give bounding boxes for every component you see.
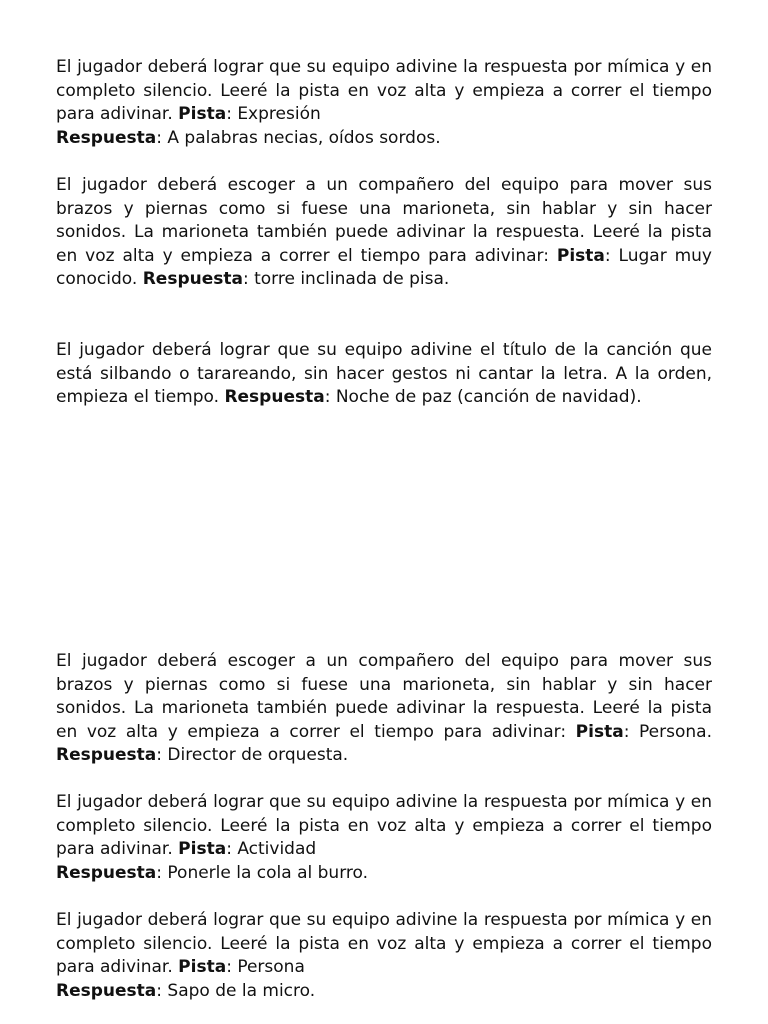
respuesta-label: Respuesta: [56, 127, 157, 148]
game-instruction-paragraph-5: [56, 791, 712, 885]
respuesta-label: Respuesta: [56, 745, 157, 765]
answer-text: : Ponerle la cola al burro.: [156, 862, 369, 883]
game-instruction-paragraph-2: [56, 174, 712, 292]
instruction-text: El jugador deberá lograr que su equipo adivine la respuesta por mímica y en completo silencio. Leeré la pista en voz alta y empieza a correr el tiempo para adivinar.: [56, 57, 712, 124]
game-instruction-paragraph-1: [56, 56, 712, 150]
answer-text: : Noche de paz (canción de navidad).: [324, 387, 642, 407]
instruction-text: El jugador deberá escoger a un compañero del equipo para mover sus brazos y piernas como si fuese una marioneta, sin hablar y sin hacer sonidos. La marioneta también puede adivinar la respuesta. Leeré la pista en voz alta y empieza a correr el tiempo para adivinar:: [56, 175, 712, 266]
pista-label: Pista: [178, 957, 227, 977]
pista-label: Pista: [556, 245, 605, 266]
respuesta-label: Respuesta: [224, 387, 325, 407]
hint-text: : Persona.: [623, 721, 712, 742]
respuesta-label: Respuesta: [56, 980, 157, 1001]
answer-text: : Sapo de la micro.: [156, 980, 316, 1001]
hint-text: : Persona: [226, 957, 305, 977]
hint-text: : Expresión: [226, 104, 321, 124]
respuesta-label: Respuesta: [142, 269, 243, 289]
answer-text: : torre inclinada de pisa.: [242, 269, 450, 289]
hint-text: : Actividad: [226, 839, 317, 859]
respuesta-label: Respuesta: [56, 862, 157, 883]
game-instruction-paragraph-6: [56, 909, 712, 1003]
instruction-text: El jugador deberá lograr que su equipo adivine la respuesta por mímica y en completo silencio. Leeré la pista en voz alta y empieza a correr el tiempo para adivinar.: [56, 792, 712, 859]
game-instruction-paragraph-3: [56, 339, 712, 410]
game-instruction-paragraph-4: [56, 650, 712, 768]
answer-text: : A palabras necias, oídos sordos.: [156, 127, 441, 148]
hint-text: : Lugar muy conocido.: [56, 245, 712, 289]
answer-text: : Director de orquesta.: [156, 745, 349, 765]
instruction-text: El jugador deberá lograr que su equipo adivine el título de la canción que está silbando o tarareando, sin hacer gestos ni cantar la letra. A la orden, empieza el tiempo.: [56, 340, 712, 407]
pista-label: Pista: [178, 104, 227, 124]
pista-label: Pista: [178, 839, 227, 859]
pista-label: Pista: [575, 721, 624, 742]
instruction-text: El jugador deberá lograr que su equipo adivine la respuesta por mímica y en completo silencio. Leeré la pista en voz alta y empieza a correr el tiempo para adivinar.: [56, 910, 712, 977]
instruction-text: El jugador deberá escoger a un compañero del equipo para mover sus brazos y piernas como si fuese una marioneta, sin hablar y sin hacer sonidos. La marioneta también puede adivinar la respuesta. Leeré la pista en voz alta y empieza a correr el tiempo para adivinar:: [56, 651, 712, 742]
